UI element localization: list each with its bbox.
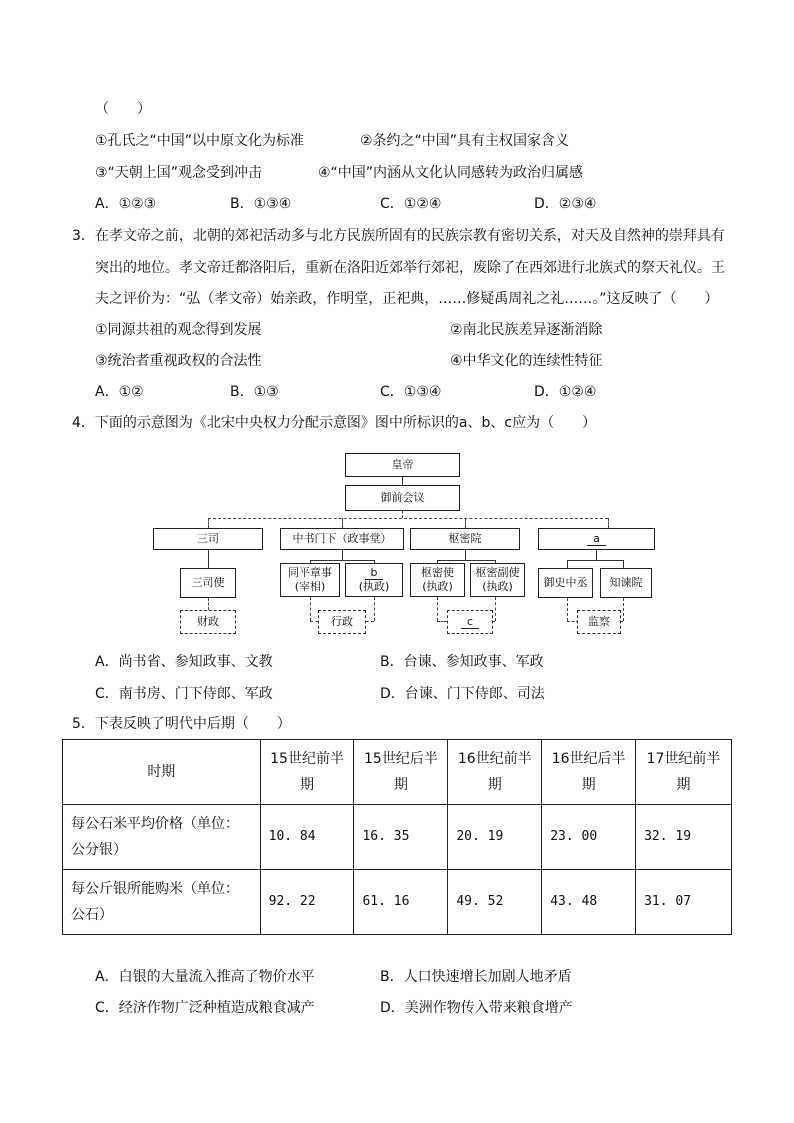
shumishi-title: 枢密使 [421,566,454,579]
q3-option-3: ③统治者重视政权的合法性 [95,353,262,369]
shumifu-title: 枢密副使 [475,566,520,579]
blank-c: c [461,616,479,629]
q5-choice-a[interactable]: A．白银的大量流入推高了物价水平 [95,969,315,985]
q3-stem-line-2: 突出的地位。孝文帝迁都洛阳后，重新在洛阳近郊举行郊祀，废除了在西郊进行北族式的祭天礼仪。王 [95,260,725,276]
table-cell: 23. 00 [542,805,636,870]
shumi-box: 枢密院 [410,528,520,550]
xingzheng-box: 行政 [318,610,366,634]
price-table [62,739,732,935]
blank-a: a [587,533,606,546]
b-box [345,563,403,597]
q2-option-1: ①孔氏之“中国”以中原文化为标准 [95,133,305,149]
tongping-note: (宰相) [294,580,326,593]
row-label: 每公石米平均价格（单位：公分银） [63,805,261,870]
table-cell: 49. 52 [448,870,542,935]
q2-option-2: ②条约之“中国”具有主权国家含义 [360,133,570,149]
table-cell: 61. 16 [354,870,448,935]
power-distribution-diagram [140,450,670,640]
a-box [538,528,655,550]
q2-choice-c[interactable]: C．①②④ [380,196,442,212]
shumifu-note: (执政) [482,580,513,593]
table-header: 16世纪后半期 [542,740,636,805]
q5-choice-b[interactable]: B．人口快速增长加剧人地矛盾 [380,969,572,985]
q5-choice-d[interactable]: D．美洲作物传入带来粮食增产 [380,1000,573,1016]
q2-choice-b[interactable]: B．①③④ [230,196,292,212]
tongping-title: 同平章事 [288,566,332,579]
sansi-box: 三司 [153,528,263,550]
council-box: 御前会议 [345,485,460,511]
q5-choice-c[interactable]: C．经济作物广泛种植造成粮食减产 [95,1000,315,1016]
tongping-box [280,563,340,597]
shumifu-box [470,563,525,597]
q3-option-2: ②南北民族差异逐渐消除 [450,322,603,338]
q4-choice-d[interactable]: D．台谏、门下侍郎、司法 [380,686,545,702]
table-cell: 92. 22 [260,870,354,935]
q2-choice-a[interactable]: A．①②③ [95,196,157,212]
q4-choice-c[interactable]: C．南书房、门下侍郎、军政 [95,686,273,702]
yushi-box: 御史中丞 [538,568,593,598]
shumishi-box [410,563,465,597]
q3-stem-line-3: 夫之评价为：“弘（孝文帝）始亲政，作明堂，正祀典，……修疑禹周礼之礼……。”这反映了（ ） [95,291,719,307]
q2-option-4: ④“中国”内涵从文化认同感转为政治归属感 [318,165,584,181]
table-row [63,805,732,870]
q5-stem: 5．下表反映了明代中后期（ ） [72,716,291,732]
q4-stem: 4．下面的示意图为《北宋中央权力分配示意图》图中所标识的a、b、c应为（ ） [72,415,597,431]
table-header-row [63,740,732,805]
caizheng-box: 财政 [180,610,236,634]
q3-choice-c[interactable]: C．①③④ [380,384,442,400]
table-cell: 32. 19 [636,805,732,870]
table-cell: 16. 35 [354,805,448,870]
zhongshu-box: 中书门下（政事堂） [280,528,404,550]
q3-choice-a[interactable]: A．①② [95,384,144,400]
blank-b: b [365,567,384,580]
row-label: 每公斤银所能购米（单位：公石） [63,870,261,935]
shumishi-note: (执政) [422,580,453,593]
table-cell: 20. 19 [448,805,542,870]
q3-option-4: ④中华文化的连续性特征 [450,353,603,369]
table-header: 16世纪前半期 [448,740,542,805]
table-cell: 10. 84 [260,805,354,870]
table-cell: 43. 48 [542,870,636,935]
zhijian-box: 知谏院 [600,568,652,598]
q2-choice-d[interactable]: D．②③④ [534,196,597,212]
sansishi-box: 三司使 [180,568,236,598]
q2-answer-paren: （ ） [95,101,151,117]
q3-stem-line-1: 3．在孝文帝之前，北朝的郊祀活动多与北方民族所固有的民族宗教有密切关系，对天及自然神的崇拜具有 [72,228,725,244]
table-row [63,870,732,935]
table-header: 17世纪前半期 [636,740,732,805]
q3-choice-d[interactable]: D．①②④ [534,384,597,400]
q3-choice-b[interactable]: B．①③ [230,384,279,400]
b-note: (执政) [358,579,390,593]
q3-option-1: ①同源共祖的观念得到发展 [95,322,262,338]
table-cell: 31. 07 [636,870,732,935]
c-box [447,610,493,634]
q2-option-3: ③“天朝上国”观念受到冲击 [95,165,263,181]
q4-choice-b[interactable]: B．台谏、参知政事、军政 [380,654,544,670]
q4-choice-a[interactable]: A．尚书省、参知政事、文教 [95,654,273,670]
emperor-box: 皇帝 [345,453,460,477]
table-header: 15世纪后半期 [354,740,448,805]
table-header: 时期 [63,740,261,805]
table-header: 15世纪前半期 [260,740,354,805]
jiancha-box: 监察 [577,610,621,634]
